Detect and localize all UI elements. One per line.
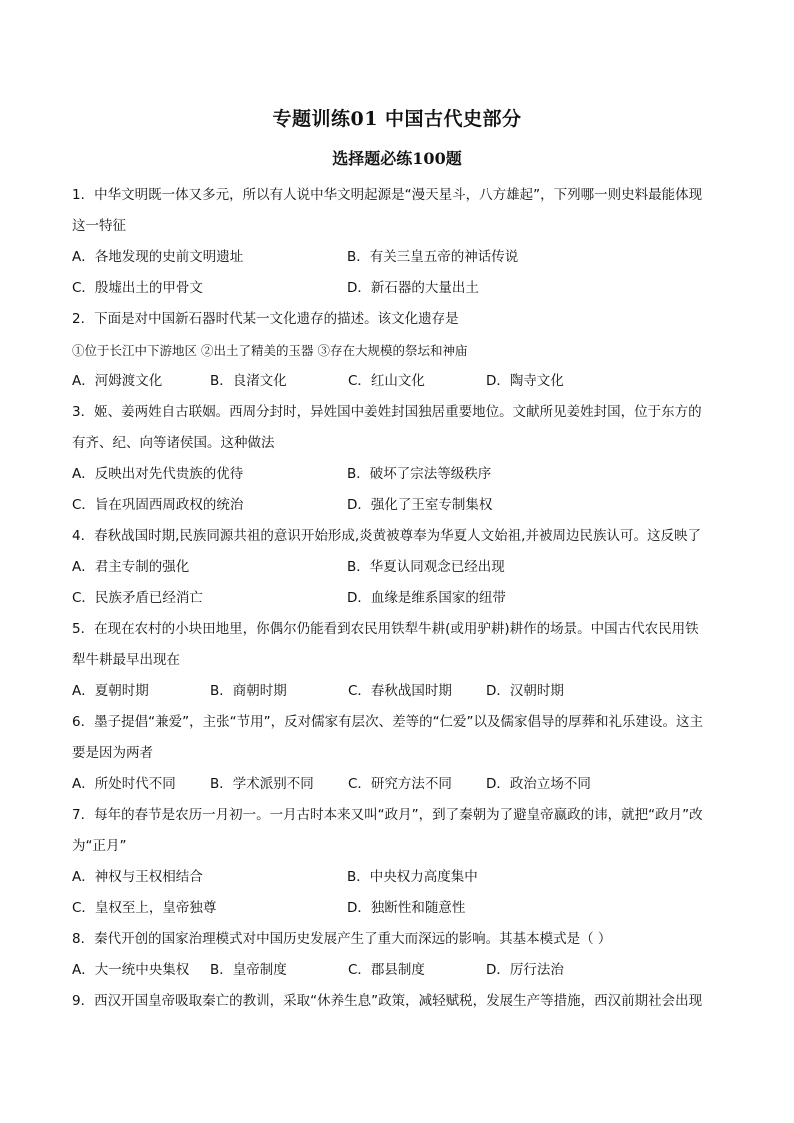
question-2 (72, 304, 724, 397)
question-9 (72, 986, 724, 1017)
question-list (72, 180, 724, 1017)
option-b: B．皇帝制度 (210, 962, 287, 978)
question-stem: 3．姬、姜两姓自古联姻。西周分封时，异姓国中姜姓封国独居重要地位。文献所见姜姓封国，位于东方的 (72, 404, 702, 420)
option-d: D．厉行法治 (486, 962, 564, 978)
option-b: B．中央权力高度集中 (347, 869, 478, 885)
question-1 (72, 180, 724, 304)
option-d: D．陶寺文化 (486, 373, 564, 389)
option-row (72, 769, 724, 800)
option-c: C．皇权至上，皇帝独尊 (72, 900, 217, 916)
option-row (72, 459, 724, 490)
option-c: C．旨在巩固西周政权的统治 (72, 497, 244, 513)
question-stem: 2．下面是对中国新石器时代某一文化遗存的描述。该文化遗存是 (72, 311, 459, 327)
option-b: B．良渚文化 (210, 373, 287, 389)
option-row (72, 893, 724, 924)
option-d: D．强化了王室专制集权 (347, 497, 493, 513)
option-row (72, 242, 724, 273)
question-stem: 为“正月” (72, 838, 127, 854)
question-8 (72, 924, 724, 986)
option-row (72, 676, 724, 707)
option-row (72, 490, 724, 521)
option-d: D．独断性和随意性 (347, 900, 466, 916)
option-a: A．君主专制的强化 (72, 559, 190, 575)
question-note: ①位于长江中下游地区 ②出土了精美的玉器 ③存在大规模的祭坛和神庙 (72, 343, 468, 358)
question-6 (72, 707, 724, 800)
question-stem: 7．每年的春节是农历一月初一。一月古时本来又叫“政月”，到了秦朝为了避皇帝嬴政的讳，就把“政月”改 (72, 807, 703, 823)
option-c: C．殷墟出土的甲骨文 (72, 280, 203, 296)
question-stem: 8．秦代开创的国家治理模式对中国历史发展产生了重大而深远的影响。其基本模式是（ ） (72, 931, 612, 947)
question-stem: 要是因为两者 (72, 745, 153, 761)
option-row (72, 955, 724, 986)
question-5 (72, 614, 724, 707)
option-c: C．郡县制度 (348, 962, 425, 978)
option-a: A．反映出对先代贵族的优待 (72, 466, 244, 482)
option-row (72, 273, 724, 304)
question-stem: 5．在现在农村的小块田地里，你偶尔仍能看到农民用铁犁牛耕(或用驴耕)耕作的场景。中国古代农民用铁 (72, 621, 699, 637)
option-row (72, 552, 724, 583)
option-a: A．各地发现的史前文明遗址 (72, 249, 244, 265)
option-d: D．汉朝时期 (486, 683, 564, 699)
option-b: B．有关三皇五帝的神话传说 (347, 249, 519, 265)
question-4 (72, 521, 724, 614)
option-d: D．血缘是维系国家的纽带 (347, 590, 506, 606)
option-c: C．民族矛盾已经消亡 (72, 590, 203, 606)
option-a: A．大一统中央集权 (72, 962, 190, 978)
question-stem: 犁牛耕最早出现在 (72, 652, 180, 668)
question-stem: 6．墨子提倡“兼爱”，主张“节用”，反对儒家有层次、差等的“仁爱”以及儒家倡导的厚葬和礼乐建设。这主 (72, 714, 704, 730)
question-stem: 这一特征 (72, 218, 126, 234)
option-d: D．新石器的大量出土 (347, 280, 479, 296)
question-stem: 4．春秋战国时期,民族同源共祖的意识开始形成,炎黄被尊奉为华夏人文始祖,并被周边民族认可。这反映了 (72, 528, 701, 544)
option-b: B．华夏认同观念已经出现 (347, 559, 505, 575)
option-c: C．红山文化 (348, 373, 425, 389)
option-row (72, 583, 724, 614)
page-subtitle: 选择题必练100题 (332, 149, 462, 168)
option-d: D．政治立场不同 (486, 776, 591, 792)
page-title: 专题训练01 中国古代史部分 (272, 108, 522, 130)
question-stem: 有齐、纪、向等诸侯国。这种做法 (72, 435, 275, 451)
question-stem: 1．中华文明既一体又多元，所以有人说中华文明起源是“漫天星斗，八方雄起”，下列哪一则史料最能体现 (72, 187, 703, 203)
option-b: B．学术派别不同 (210, 776, 314, 792)
option-c: C．研究方法不同 (348, 776, 452, 792)
option-a: A．河姆渡文化 (72, 373, 163, 389)
option-b: B．破坏了宗法等级秩序 (347, 466, 492, 482)
question-3 (72, 397, 724, 521)
question-7 (72, 800, 724, 924)
option-c: C．春秋战国时期 (348, 683, 452, 699)
option-a: A．夏朝时期 (72, 683, 149, 699)
option-a: A．神权与王权相结合 (72, 869, 203, 885)
option-row (72, 862, 724, 893)
option-a: A．所处时代不同 (72, 776, 176, 792)
question-stem: 9．西汉开国皇帝吸取秦亡的教训，采取“休养生息”政策，减轻赋税，发展生产等措施，西汉前期社会出现 (72, 993, 703, 1009)
option-row (72, 366, 724, 397)
option-b: B．商朝时期 (210, 683, 287, 699)
